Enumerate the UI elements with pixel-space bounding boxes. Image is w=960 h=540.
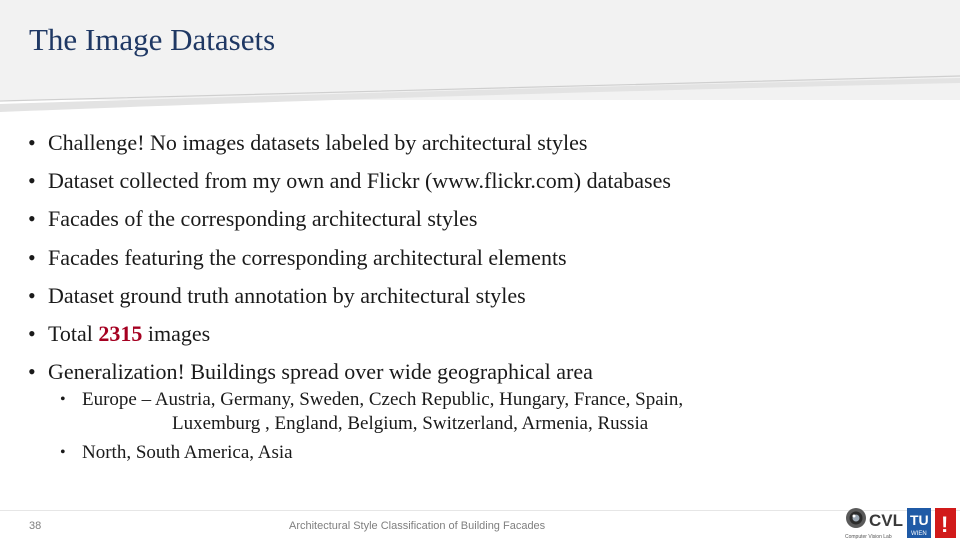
sub-bullet-dot: • xyxy=(60,444,66,461)
bullet-list xyxy=(28,124,671,391)
tu-logo-caption: WIEN xyxy=(911,531,927,537)
bullet-text: Facades featuring the corresponding architectural elements xyxy=(48,244,567,270)
bullet-dot: • xyxy=(28,359,36,385)
bullet-text: Facades of the corresponding architectural styles xyxy=(48,206,478,232)
exclamation-logo-text: ! xyxy=(941,512,949,537)
bullet-item xyxy=(28,124,671,162)
footer-divider xyxy=(0,510,960,511)
sub-bullet-line-continued: Luxemburg , England, Belgium, Switzerland, Armenia, Russia xyxy=(172,413,649,434)
bullet-dot: • xyxy=(28,244,36,270)
bullet-text: Dataset collected from my own and Flickr (www.flickr.com) databases xyxy=(48,168,671,194)
cvl-logo-text: CVL xyxy=(869,511,903,530)
slide-title: The Image Datasets xyxy=(29,22,276,57)
sub-bullet-dot: • xyxy=(60,391,66,408)
bullet-dot: • xyxy=(28,168,36,194)
cvl-logo-caption: Computer Vision Lab xyxy=(845,534,892,540)
bullet-text: Challenge! No images datasets labeled by architectural styles xyxy=(48,130,588,155)
page-number: 38 xyxy=(29,520,42,532)
tu-wien-logo-icon xyxy=(907,508,931,538)
tu-logo-text: TU xyxy=(910,512,929,528)
bullet-item xyxy=(28,200,671,238)
bullet-dot: • xyxy=(28,282,36,308)
bullet-dot: • xyxy=(28,130,36,155)
sub-bullet-line: Europe – Austria, Germany, Sweden, Czech Republic, Hungary, France, Spain, xyxy=(82,389,684,410)
sub-bullet-item-europe xyxy=(60,388,683,436)
bullet-item-total xyxy=(28,315,671,353)
exclamation-mark-icon xyxy=(935,508,956,538)
footer-title: Architectural Style Classification of Building Facades xyxy=(289,520,546,532)
sub-bullet-list xyxy=(60,388,683,465)
bullet-item xyxy=(28,277,671,315)
bullet-text: Generalization! Buildings spread over wide geographical area xyxy=(48,359,593,385)
bullet-text: Dataset ground truth annotation by architectural styles xyxy=(48,282,526,308)
sub-bullet-line: North, South America, Asia xyxy=(82,442,293,463)
total-suffix: images xyxy=(142,321,211,347)
bullet-item xyxy=(28,353,671,391)
bullet-dot: • xyxy=(28,206,36,232)
bullet-dot: • xyxy=(28,321,36,347)
institution-logos xyxy=(843,506,958,540)
bullet-item xyxy=(28,239,671,277)
bullet-item xyxy=(28,162,671,200)
title-swoosh-decoration xyxy=(0,0,960,120)
total-prefix: Total xyxy=(48,321,99,347)
cvl-eye-icon xyxy=(846,508,866,528)
total-count: 2315 xyxy=(98,321,143,347)
sub-bullet-item-americas-asia xyxy=(60,441,683,465)
